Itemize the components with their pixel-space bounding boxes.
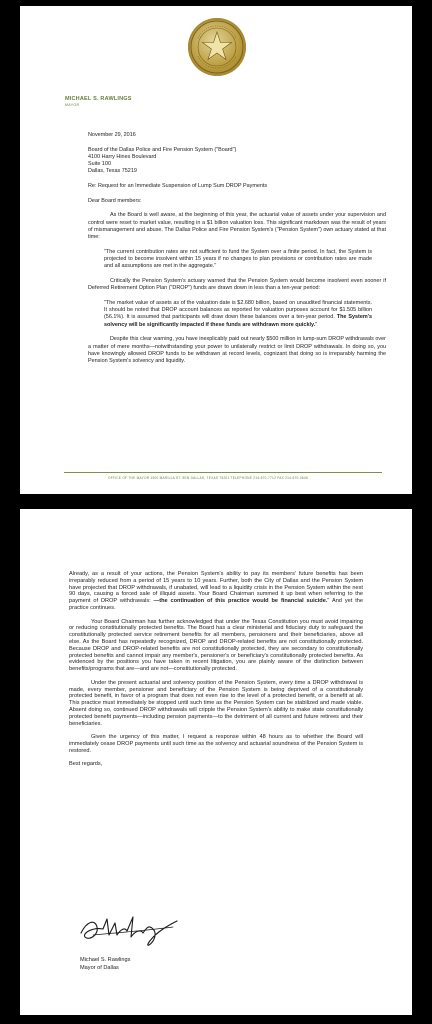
signature-icon xyxy=(73,913,183,949)
closing: Best regards, xyxy=(69,761,103,768)
address-line-2: 4100 Harry Hines Boulevard xyxy=(88,153,157,160)
quote-2-text: "The market value of assets as of the valuation date is $2.680 billion, based on unaudited financial statements. It should be noted that DROP account balances as reported for valuation purposes account for $1.505 billion (56.1%). It is assumed that participants will draw down these balances over a ten-year period. xyxy=(104,299,372,321)
letterhead-footer: OFFICE OF THE MAYOR 1500 MARILLA ST. 5EN DALLAS, TEXAS 75201 TELEPHONE 214-670-7712 FAX 214-670-0646 xyxy=(108,476,308,480)
paragraph-1: As the Board is well aware, at the beginning of this year, the actuarial value of assets under your supervision and control were reset to market value, resulting in a $1 billion valuation loss. This significant markdown was the result of years of mismanagement and abuse. The Dallas Police and Fire Pension System's ("Pension System") own actuary stated at that time: xyxy=(88,212,386,241)
subject-line: Re: Request for an Immediate Suspension of Lump Sum DROP Payments xyxy=(88,183,268,190)
footer-divider xyxy=(64,472,382,473)
letter-page-2 xyxy=(20,509,412,1015)
salutation: Dear Board members: xyxy=(88,197,142,204)
signatory-title: Mayor of Dallas xyxy=(80,965,119,971)
paragraph-3: Despite this clear warning, you have inexplicably paid out nearly $500 million in lump-sum DROP withdrawals over a matter of mere months—notwithstanding your power to unilaterally restrict or limit DROP withdrawals. In doing so, you have knowingly allowed DROP funds to be withdrawn at record levels, cognizant that doing so is irreparably harming the Pension System's solvency and liquidity. xyxy=(88,336,386,365)
paragraph-2: Critically the Pension System's actuary warned that the Pension System would become insolvent even sooner if Deferred Retirement Option Plan ("DROP") funds are drawn down in less than a ten-year period: xyxy=(88,277,386,292)
letterhead-title: MAYOR xyxy=(65,103,80,107)
letterhead-name: MICHAEL S. RAWLINGS xyxy=(65,96,132,102)
letter-body-page-1 xyxy=(88,132,386,366)
letter-body-page-2 xyxy=(69,571,363,768)
quote-2 xyxy=(104,300,372,329)
signatory-name: Michael S. Rawlings xyxy=(80,957,131,963)
quote-2-emphasis: The System's solvency will be significantly impacted if these funds are withdrawn more quickly. xyxy=(104,314,372,328)
paragraph-4-emphasis: —the continuation of this practice would be financial suicide. xyxy=(153,598,328,605)
letter-date: November 29, 2016 xyxy=(88,132,136,138)
letter-page-1 xyxy=(20,6,412,494)
paragraph-4-text: Already, as a result of your actions, the Pension System's ability to pay its members' future benefits has been irreparably reduced from a period of 15 years to 10 years. Further, both the City of Dallas and the Pension System have projected that DROP withdrawals, if unabated, will lead to a liquidity crisis in the Pension System within the next 90 days, causing a forced sale of illiquid assets. Your Board Chairman summed it up best when referring to the payment of DROP withdrawals: xyxy=(69,571,363,605)
address-line-4: Dallas, Texas 75219 xyxy=(88,168,137,175)
paragraph-6: Under the present actuarial and solvency position of the Pension System, every time a DROP withdrawal is made, every member, pensioner and beneficiary of the Pension System is being deprived of a constitutionally protected benefit, in favor of a program that does not even rise to the level of a protected benefit, or a benefit at all. This practice must immediately be stopped until such time as the Pension System can be stabilized and made viable. Absent doing so, continued DROP withdrawals will cripple the Pension System's ability to make state constitutionally protected benefit payments—including pension payments—to the detriment of all current and future retirees and their beneficiaries. xyxy=(69,679,363,727)
city-seal-icon xyxy=(188,18,246,76)
paragraph-4 xyxy=(69,571,363,612)
address-line-1: Board of the Dallas Police and Fire Pension System ("Board") xyxy=(88,146,237,153)
quote-2-end: " xyxy=(315,321,318,328)
paragraph-7: Given the urgency of this matter, I request a response within 48 hours as to whether the Board will immediately cease DROP payments until such time as the solvency and actuarial soundness of the Pension System is restored. xyxy=(69,734,363,754)
address-line-3: Suite 100 xyxy=(88,161,111,168)
paragraph-5: Your Board Chairman has further acknowledged that under the Texas Constitution you must avoid impairing or reducing constitutionally protected benefits. The Board has a clear ministerial and fiduciary duty to safeguard the constitutionally protected service retirement benefits for all members, pensioners and their beneficiaries, above all else. As the Board has repeatedly recognized, DROP and DROP-related benefits are not constitutionally protected. Because DROP and DROP-related benefits are not constitutionally protected, they are secondary to constitutionally protected benefits and cannot impair any member's, pensioner's or beneficiary's constitutionally protected benefits. As evidenced by the positions you have taken in recent litigation, you are plainly aware of the distinction between benefits/programs that are—and are not—constitutionally protected. xyxy=(69,618,363,673)
quote-1: "The current contribution rates are not sufficient to fund the System over a finite period. In fact, the System is projected to become insolvent within 15 years if no changes to plan provisions or contribution rates are made and all assumptions are met in the aggregate." xyxy=(104,248,372,270)
paragraph-4-end: " And yet the practice continues. xyxy=(69,598,363,611)
